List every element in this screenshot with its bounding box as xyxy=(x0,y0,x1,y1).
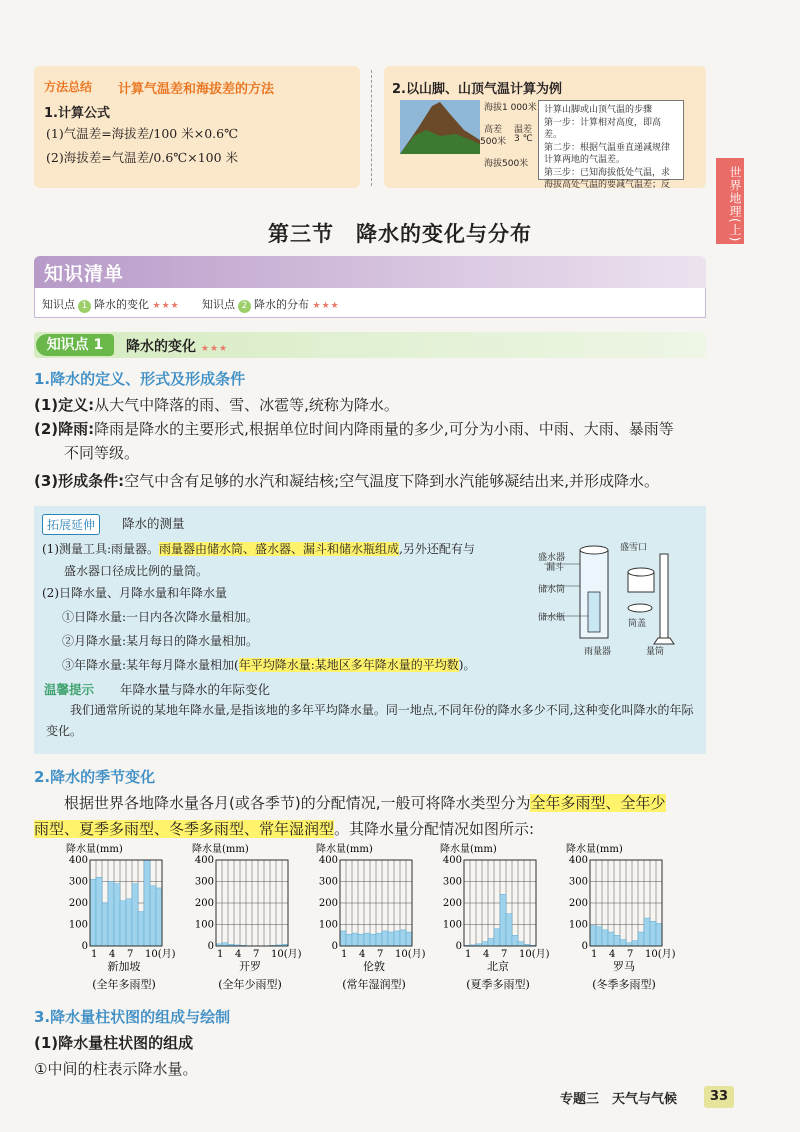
y-tick-label: 400 xyxy=(442,855,462,866)
step-line: 第三步：已知海拔低处气温，求 xyxy=(544,167,671,178)
y-tick-label: 400 xyxy=(568,855,588,866)
knowledge-list-bar xyxy=(34,256,706,288)
x-tick-label: 7 xyxy=(253,949,260,960)
definition-para xyxy=(34,392,714,418)
stars-icon: ★★★ xyxy=(312,301,340,311)
chart-type-label: (冬季多雨型) xyxy=(592,978,656,991)
extension-tag: 拓展延伸 xyxy=(42,514,100,535)
side-tab: 世界地理(上) xyxy=(716,158,744,244)
x-tick-label: 1 xyxy=(341,949,348,960)
x-tick-label: 10(月) xyxy=(519,949,550,960)
step-line: 计算山脚或山顶气温的步骤 xyxy=(544,105,653,115)
rain-label: (2)降雨: xyxy=(34,420,95,438)
y-tick-label: 300 xyxy=(442,876,462,888)
precip-bar xyxy=(626,943,632,946)
warm-tip-tag: 温馨提示 xyxy=(44,682,95,697)
chart-type-label: (夏季多雨型) xyxy=(466,978,530,991)
gauge-label-tank: 储水筒 xyxy=(538,585,566,595)
precip-bar xyxy=(632,941,638,946)
ext-line-6b: )。 xyxy=(458,658,476,672)
x-tick-label: 1 xyxy=(465,949,472,960)
x-tick-label: 4 xyxy=(609,949,616,960)
precip-bar xyxy=(222,943,228,946)
precip-bar xyxy=(614,935,620,946)
precip-bar xyxy=(590,926,596,946)
y-axis-label: 降水量(mm) xyxy=(440,844,497,855)
y-tick-label: 0 xyxy=(581,941,588,952)
subheading-2: 2.降水的季节变化 xyxy=(34,768,156,786)
y-tick-label: 100 xyxy=(442,919,462,931)
x-tick-label: 1 xyxy=(591,949,598,960)
precip-bar xyxy=(638,932,644,946)
precip-bar xyxy=(518,942,524,946)
knowledge-item-prefix: 知识点 xyxy=(202,298,235,311)
precip-bar xyxy=(352,933,358,946)
ext-line-2: 盛水器口径成比例的量筒。 xyxy=(64,564,209,578)
definition-text: 从大气中降落的雨、雪、冰雹等,统称为降水。 xyxy=(94,396,399,414)
x-tick-label: 7 xyxy=(627,949,634,960)
method-title: 计算气温差和海拔差的方法 xyxy=(118,82,275,97)
y-axis-label: 降水量(mm) xyxy=(66,844,123,855)
y-tick-label: 0 xyxy=(81,941,88,952)
x-tick-label: 7 xyxy=(501,949,508,960)
knowledge-item-2[interactable] xyxy=(202,296,340,313)
gauge-label-container: 盛水器 xyxy=(538,553,566,563)
warm-tip-title: 年降水量与降水的年际变化 xyxy=(120,682,271,697)
y-tick-label: 200 xyxy=(194,898,214,909)
y-tick-label: 200 xyxy=(318,898,338,909)
season-para-2 xyxy=(34,816,714,842)
chart-place-label: 罗马 xyxy=(613,960,635,973)
y-axis-label: 降水量(mm) xyxy=(566,844,623,855)
y-tick-label: 400 xyxy=(68,855,88,866)
precip-bar xyxy=(656,923,662,946)
knowledge-list-title: 知识清单 xyxy=(44,263,125,285)
precip-bar xyxy=(602,930,608,946)
rain-para xyxy=(34,416,714,442)
ext-line-5: ②月降水量:某月每日的降水量相加。 xyxy=(62,634,259,648)
x-tick-label: 1 xyxy=(91,949,98,960)
kp1-tag: 知识点 1 xyxy=(36,334,114,356)
precip-bar xyxy=(400,930,406,946)
precip-bar xyxy=(114,884,120,946)
section-title: 第三节 降水的变化与分布 xyxy=(268,222,532,246)
x-tick-label: 10(月) xyxy=(145,949,176,960)
y-tick-label: 300 xyxy=(568,876,588,888)
precip-bar xyxy=(102,903,108,946)
gauge-label-gauge: 雨量器 xyxy=(584,647,612,657)
steps-box xyxy=(538,100,684,190)
x-tick-label: 4 xyxy=(483,949,490,960)
ext-line-6 xyxy=(62,656,475,673)
ext-line-3: (2)日降水量、月降水量和年降水量 xyxy=(42,586,227,600)
precip-bar xyxy=(488,938,494,946)
ext-line-6a: ③年降水量:某年每月降水量相加( xyxy=(62,658,239,672)
precip-bar xyxy=(144,860,150,946)
kp1-title xyxy=(126,336,228,356)
label-temp-diff-val: 3 ℃ xyxy=(514,134,533,144)
y-tick-label: 200 xyxy=(68,898,88,909)
knowledge-item-label: 降水的分布 xyxy=(254,298,309,311)
gauge-label-bottle: 储水瓶 xyxy=(538,613,566,623)
number-badge: 2 xyxy=(238,300,251,313)
stars-icon: ★★★ xyxy=(200,344,229,354)
precip-bar xyxy=(406,932,412,946)
chart-type-label: (常年湿润型) xyxy=(342,978,406,991)
chart-place-label: 伦敦 xyxy=(363,960,385,973)
precip-bar xyxy=(156,888,162,946)
precip-bar xyxy=(382,931,388,946)
gauge-label-lid: 筒盖 xyxy=(628,619,647,629)
x-tick-label: 7 xyxy=(127,949,134,960)
x-tick-label: 4 xyxy=(359,949,366,960)
gauge-label-cylinder: 量筒 xyxy=(646,647,665,657)
x-tick-label: 7 xyxy=(377,949,384,960)
ext-line-4: ①日降水量:一日内各次降水量相加。 xyxy=(62,610,259,624)
precip-bar xyxy=(650,921,656,946)
precip-bar xyxy=(96,877,102,946)
y-tick-label: 200 xyxy=(568,898,588,909)
step-line: 计算两地的气温差。 xyxy=(544,155,626,165)
knowledge-item-prefix: 知识点 xyxy=(42,298,75,311)
y-tick-label: 400 xyxy=(194,855,214,866)
precip-bar xyxy=(644,918,650,946)
x-tick-label: 4 xyxy=(235,949,242,960)
chart-beijing xyxy=(438,842,558,992)
precip-bar xyxy=(150,886,156,946)
precip-bar xyxy=(90,879,96,946)
page-number: 33 xyxy=(704,1086,734,1108)
precip-bar xyxy=(620,940,626,946)
precip-bar xyxy=(370,934,376,946)
y-tick-label: 0 xyxy=(455,941,462,952)
subheading-3a: (1)降水量柱状图的组成 xyxy=(34,1034,194,1052)
condition-para xyxy=(34,468,714,494)
label-height-diff-val: 500米 xyxy=(480,137,507,147)
formula-heading: 1.计算公式 xyxy=(44,106,110,121)
label-top-altitude: 海拔1 000米 xyxy=(484,103,537,113)
y-tick-label: 100 xyxy=(318,919,338,931)
precip-bar xyxy=(388,932,394,946)
precip-bar xyxy=(138,912,144,946)
ext-line-1 xyxy=(42,540,475,557)
chart-london xyxy=(314,842,434,992)
season-highlight-2: 雨型、夏季多雨型、冬季多雨型、常年湿润型 xyxy=(34,820,335,838)
chart-singapore xyxy=(64,842,184,992)
number-badge: 1 xyxy=(78,300,91,313)
ext-line-1a: (1)测量工具:雨量器。 xyxy=(42,542,160,556)
step-line: 海拔高处气温的要减气温差；反 xyxy=(544,180,671,190)
method-tag: 方法总结 xyxy=(44,80,93,94)
divider xyxy=(371,70,372,186)
x-tick-label: 4 xyxy=(109,949,116,960)
knowledge-item-1[interactable] xyxy=(42,296,180,313)
chart-place-label: 北京 xyxy=(487,960,509,973)
warm-tip-text: 我们通常所说的某地年降水量,是指该地的多年平均降水量。同一地点,不同年份的降水多少不同,这种变化叫降水的年际变化。 xyxy=(46,703,694,738)
season-para xyxy=(34,790,708,816)
precip-bar xyxy=(120,901,126,946)
ext-line-6-highlight: 年平均降水量:某地区多年降水量的平均数 xyxy=(238,658,459,672)
ext-line-1b: ,另外还配有与 xyxy=(399,542,475,556)
season-text-b: 。其降水量分配情况如图所示: xyxy=(334,820,535,838)
chart-place-label: 开罗 xyxy=(239,960,261,973)
chart-place-label: 新加坡 xyxy=(107,960,141,973)
y-tick-label: 100 xyxy=(68,919,88,931)
y-tick-label: 0 xyxy=(207,941,214,952)
condition-label: (3)形成条件: xyxy=(34,472,125,490)
rain-para-cont: 不同等级。 xyxy=(64,444,140,462)
y-tick-label: 300 xyxy=(194,876,214,888)
y-tick-label: 100 xyxy=(194,919,214,931)
subheading-1: 1.降水的定义、形式及形成条件 xyxy=(34,370,246,388)
gauge-label-funnel: 漏斗 xyxy=(546,563,565,573)
bar-meaning: ①中间的柱表示降水量。 xyxy=(34,1060,198,1078)
stars-icon: ★★★ xyxy=(152,301,180,311)
calc-title: 2.以山脚、山顶气温计算为例 xyxy=(392,82,562,97)
step-line: 第二步：根据气温垂直递减规律 xyxy=(544,142,671,153)
chart-type-label: (全年多雨型) xyxy=(92,978,156,991)
precip-bar xyxy=(494,929,500,946)
precip-bar xyxy=(340,931,346,946)
definition-label: (1)定义: xyxy=(34,396,95,414)
y-tick-label: 100 xyxy=(568,919,588,931)
knowledge-item-label: 降水的变化 xyxy=(94,298,149,311)
extension-title: 降水的测量 xyxy=(122,516,185,531)
y-tick-label: 300 xyxy=(68,876,88,888)
precip-bar xyxy=(132,884,138,946)
precip-bar xyxy=(506,914,512,946)
precip-bar xyxy=(108,882,114,947)
precip-bar xyxy=(126,899,132,946)
precip-bar xyxy=(376,933,382,946)
season-text-a: 根据世界各地降水量各月(或各季节)的分配情况,一般可将降水类型分为 xyxy=(64,794,531,812)
rain-text: 降雨是降水的主要形式,根据单位时间内降雨量的多少,可分为小雨、中雨、大雨、暴雨等 xyxy=(94,420,674,438)
x-tick-label: 10(月) xyxy=(395,949,426,960)
step-line: 第一步：计算相对高度，即高差。 xyxy=(544,117,662,140)
precip-bar xyxy=(358,934,364,946)
chart-rome xyxy=(564,842,684,992)
subheading-3: 3.降水量柱状图的组成与绘制 xyxy=(34,1008,231,1026)
season-highlight-1: 全年多雨型、全年少 xyxy=(530,794,666,812)
x-tick-label: 10(月) xyxy=(271,949,302,960)
x-tick-label: 1 xyxy=(217,949,224,960)
label-height-diff: 高差 xyxy=(484,125,503,135)
y-tick-label: 200 xyxy=(442,898,462,909)
chart-type-label: (全年少雨型) xyxy=(218,978,282,991)
x-tick-label: 10(月) xyxy=(645,949,676,960)
chart-cairo xyxy=(190,842,310,992)
mountain-image xyxy=(400,100,480,154)
footer-topic: 专题三 天气与气候 xyxy=(560,1092,678,1107)
precip-bar xyxy=(596,927,602,946)
precip-bar xyxy=(346,934,352,946)
precip-bar xyxy=(394,931,400,946)
precip-bar xyxy=(608,932,614,946)
condition-text: 空气中含有足够的水汽和凝结核;空气温度下降到水汽能够凝结出来,并形成降水。 xyxy=(124,472,659,490)
y-tick-label: 300 xyxy=(318,876,338,888)
precip-bar xyxy=(500,894,506,946)
formula-2: (2)海拔差=气温差/0.6℃×100 米 xyxy=(46,150,239,165)
precip-bar xyxy=(364,933,370,946)
label-temp-diff: 温差 xyxy=(514,125,533,135)
formula-1: (1)气温差=海拔差/100 米×0.6℃ xyxy=(46,126,239,141)
y-axis-label: 降水量(mm) xyxy=(192,844,249,855)
precip-bar xyxy=(512,935,518,946)
y-tick-label: 400 xyxy=(318,855,338,866)
y-axis-label: 降水量(mm) xyxy=(316,844,373,855)
ext-line-1-highlight: 雨量器由储水筒、盛水器、漏斗和储水瓶组成 xyxy=(159,542,400,556)
kp1-title-text: 降水的变化 xyxy=(126,339,196,355)
y-tick-label: 0 xyxy=(331,941,338,952)
precip-bar xyxy=(482,942,488,946)
label-bottom-altitude: 海拔500米 xyxy=(484,159,529,169)
gauge-label-cup: 盛雪口 xyxy=(620,543,648,553)
